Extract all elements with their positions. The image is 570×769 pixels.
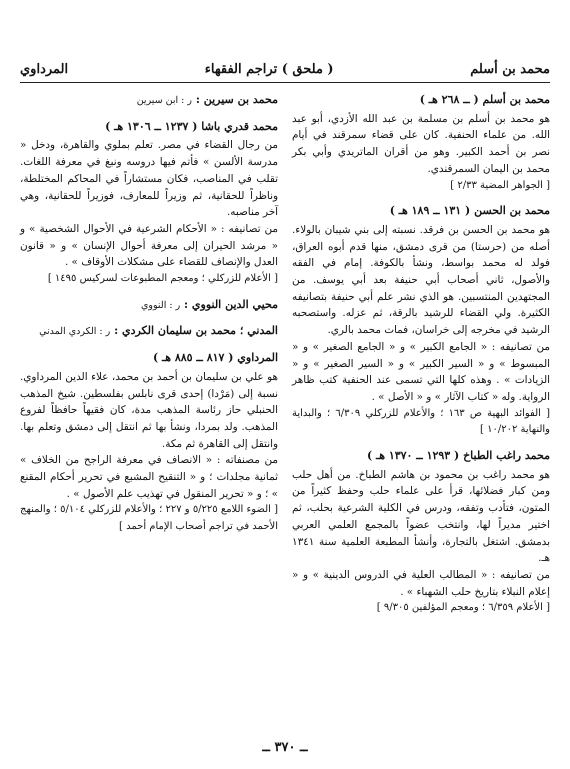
entry-paragraph: من رجال القضاء في مصر. تعلم بملوي والقاهرة، ودخل « مدرسة الألسن » فأتم فيها دروسه ونبغ في معرفة اللغات. تقلب في المناصب، فكان مستشاراً في المحاكم المختلطة، وناظراً للحقانية، ثم وزيراً للمعارف، فوزيراً للحقانية، وهي آخر مناصبه. — [20, 139, 278, 219]
entry-sources: [ الفوائد البهية ص ١٦٣ ؛ والأعلام للزركلي ٦/٣٠٩ ؛ والبداية والنهاية ١٠/٢٠٢ ] — [292, 407, 550, 436]
cross-reference: ر : ابن سيرين — [136, 95, 192, 106]
running-head-right: محمد بن أسلم — [470, 61, 550, 77]
entry-title — [20, 323, 278, 341]
entry-sources: [ الجواهر المضية ٢/٣٣ ] — [450, 179, 550, 191]
entry-title-text: المرداوي ( ٨١٧ ــ ٨٨٥ هـ ) — [152, 351, 278, 365]
entry-paragraph: هو محمد بن أسلم بن مسلمة بن عبد الله الأزدي، أبو عبد الله. من علماء الحنفية. كان على قضاء سمرقند في أيام نصر بن أحمد الكبير. وهو من أقران الماتريدي وأبي بكر محمد بن اليمان السمرقندي. — [292, 112, 550, 175]
entry-title-text: محمد بن أسلم ( ــ ٢٦٨ هـ ) — [419, 93, 550, 106]
entry-title — [292, 203, 550, 220]
entry-title-text: محمد قدري باشا ( ١٢٣٧ ــ ١٣٠٦ هـ ) — [105, 119, 278, 133]
entry-paragraph: هو محمد راغب بن محمود بن هاشم الطباخ. من أهل حلب ومن كبار فضلائها، قرأ على علماء حلب وحفظ كثيراً من المتون، فتأدب وتفقه، ودرس في الكلية الشرعية بحلب، ثم اختير مديراً لها، وانتخب عضواً بالمجمع العلمي العربي بدمشق. اشتغل بالتجارة، وأنشأ المطبعة العلمية سنة ١٣٤١ هـ. — [292, 468, 550, 565]
entry-paragraph: من تصانيفه : « المطالب العلية في الدروس الدينية » و « إعلام النبلاء بتاريخ حلب الشهباء » . — [292, 568, 550, 598]
entry-title-text: محمد بن الحسن ( ١٣١ ــ ١٨٩ هـ ) — [389, 204, 550, 218]
entry — [292, 92, 550, 194]
entry-title — [292, 92, 550, 109]
running-head-center: ( ملحق ) تراجم الفقهاء — [204, 61, 334, 77]
entry-title-text: محمد بن سيرين : — [195, 93, 278, 106]
running-head — [20, 58, 550, 80]
header-rule — [20, 82, 550, 83]
entry-paragraph: هو محمد بن الحسن بن فرقد. نسبته إلى بني شيبان بالولاء. أصله من (حرستا) من قرى دمشق، منها قدم أبوه العراق، فولد له محمد بواسط، ونشأ بالكوفة. إمام في الفقه والأصول، ثاني أصحاب أبي حنيفة بعد أبي يوسف. من المجتهدين المنتسبين. هو الذي نشر علم أبي حنيفة بتصانيفه الكثيرة. ولي القضاء للرشيد بالرقة، ثم عزله. واستصحبه الرشيد في مخرجه إلى خراسان، فمات محمد بالري. — [292, 223, 550, 337]
entry — [292, 448, 550, 617]
entry — [20, 297, 278, 315]
entry-sources: [ الأعلام للزركلي ؛ ومعجم المطبوعات لسركيس ١٤٩٥ ] — [47, 273, 278, 285]
entry-title — [20, 350, 278, 367]
entry-paragraph: من مصنفاته : « الانصاف في معرفة الراجح من الخلاف » ثمانية مجلدات ؛ و « التنقيح المشبع في تحرير أحكام المقنع » ؛ و « تحرير المنقول في تهذيب علم الأصول » . — [20, 454, 278, 500]
left-column — [20, 92, 278, 729]
entry-paragraph: من تصانيفه : « الأحكام الشرعية في الأحوال الشخصية » و « مرشد الحيران إلى معرفة أحوال الإنسان » و « قانون العدل والإنصاف للقضاء على مشكلات الأوقاف » . — [20, 222, 278, 269]
cross-reference: ر : الكردي المدني — [39, 326, 111, 338]
entry-title — [20, 297, 278, 315]
entry-sources: [ الضوء اللامع ٥/٢٢٥ و ٢٢٧ ؛ والأعلام للزركلي ٥/١٠٤ ؛ والمنهج الأحمد في تراجم أصحاب الإمام أحمد ] — [20, 504, 278, 533]
entry-title — [20, 119, 278, 136]
entry-sources: [ الأعلام ٦/٣٥٩ ؛ ومعجم المؤلفين ٩/٣٠٥ ] — [376, 602, 550, 614]
entry-title — [292, 448, 550, 465]
entry — [20, 92, 278, 110]
entry-title — [20, 92, 278, 110]
right-column — [292, 92, 550, 729]
entry-title-text: محيي الدين النووي : — [184, 297, 278, 311]
entry — [20, 119, 278, 288]
columns — [20, 92, 550, 729]
entry — [292, 203, 550, 439]
entry — [20, 350, 278, 536]
entry-title-text: محمد راغب الطباخ ( ١٢٩٣ ــ ١٣٧٠ هـ ) — [366, 449, 550, 463]
entry-paragraph: من تصانيفه : « الجامع الكبير » و « الجامع الصغير » و « المبسوط » و « السير الكبير » و « السير الصغير » و « الزيادات » . وهذه كلها التي تسمى عند الحنفية كتب ظاهر الرواية. وله « كتاب الآثار » و « الأصل » . — [292, 340, 550, 403]
running-head-left: المرداوي — [20, 61, 69, 77]
entry — [20, 323, 278, 341]
entry-paragraph: هو علي بن سليمان بن أحمد بن محمد، علاء الدين المرداوي. نسبة إلى (مَرْدا) إحدى قرى نابلس بفلسطين. شيخ المذهب الحنبلي حاز رئاسة المذهب مدة، كان فقيهاً حافظاً لفروع المذهب. ولد بمردا، ونشأ بها ثم انتقل إلى دمشق وتعلم بها. وانتقل إلى القاهرة ثم مكة. — [20, 370, 278, 450]
cross-reference: ر : النووي — [141, 299, 181, 311]
page-number: ــ ٣٧٠ ــ — [262, 740, 308, 755]
entry-title-text: المدني ؛ محمد بن سليمان الكردي : — [114, 324, 278, 338]
